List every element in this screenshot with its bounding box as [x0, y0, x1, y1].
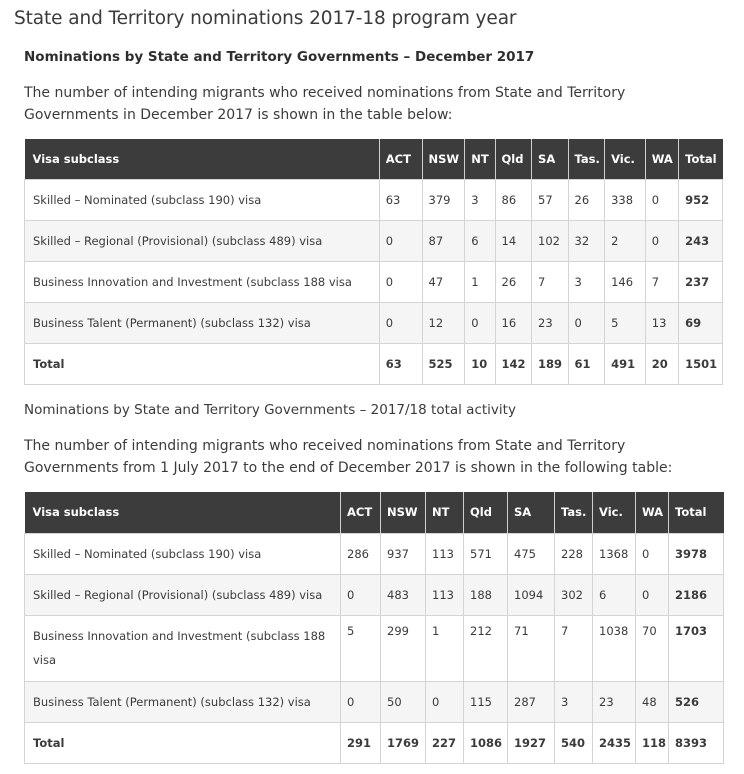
wa-cell: 118 [636, 722, 669, 763]
total-cell: 1703 [669, 615, 724, 681]
nt-cell: 0 [465, 302, 495, 343]
column-header-act: ACT [341, 492, 381, 533]
act-cell: 63 [379, 179, 422, 220]
sa-cell: 57 [532, 179, 569, 220]
table-row [25, 681, 724, 722]
column-header-sa: SA [508, 492, 555, 533]
nominations-table-december [24, 139, 723, 385]
qld-cell: 188 [464, 574, 508, 615]
wa-cell: 0 [645, 179, 678, 220]
qld-cell: 115 [464, 681, 508, 722]
intro-paragraph-total-activity: The number of intending migrants who received nominations from State and Territory Governments from 1 July 2017 to the end of December 2017 is shown in the following table: [24, 438, 673, 476]
column-header-wa: WA [636, 492, 669, 533]
column-header-nt: NT [426, 492, 464, 533]
section-heading-december: Nominations by State and Territory Governments – December 2017 [24, 49, 535, 65]
sa-cell: 23 [532, 302, 569, 343]
tas-cell: 7 [555, 615, 593, 681]
wa-cell: 0 [645, 220, 678, 261]
sa-cell: 189 [532, 343, 569, 384]
vic-cell: 23 [593, 681, 636, 722]
visa-subclass-cell: Skilled – Nominated (subclass 190) visa [25, 179, 380, 220]
nt-cell: 113 [426, 533, 464, 574]
visa-subclass-cell: Skilled – Regional (Provisional) (subclass 489) visa [25, 574, 341, 615]
nt-cell: 10 [465, 343, 495, 384]
section-heading-total-activity: Nominations by State and Territory Governments – 2017/18 total activity [24, 402, 516, 418]
total-cell: 1501 [679, 343, 723, 384]
nsw-cell: 1769 [381, 722, 426, 763]
table-row [25, 533, 724, 574]
visa-subclass-cell: Skilled – Regional (Provisional) (subclass 489) visa [25, 220, 380, 261]
sa-cell: 287 [508, 681, 555, 722]
nsw-cell: 47 [422, 261, 465, 302]
tas-cell: 228 [555, 533, 593, 574]
vic-cell: 5 [605, 302, 646, 343]
column-header-vic: Vic. [605, 139, 646, 179]
nt-cell: 3 [465, 179, 495, 220]
visa-subclass-cell: Total [25, 343, 380, 384]
act-cell: 0 [341, 574, 381, 615]
nsw-cell: 12 [422, 302, 465, 343]
total-cell: 2186 [669, 574, 724, 615]
column-header-sa: SA [532, 139, 569, 179]
intro-paragraph-december: The number of intending migrants who received nominations from State and Territory Governments in December 2017 is shown in the table below: [24, 85, 626, 123]
table-row [25, 574, 724, 615]
tas-cell: 540 [555, 722, 593, 763]
act-cell: 63 [379, 343, 422, 384]
qld-cell: 571 [464, 533, 508, 574]
sa-cell: 71 [508, 615, 555, 681]
sa-cell: 475 [508, 533, 555, 574]
wa-cell: 13 [645, 302, 678, 343]
vic-cell: 2435 [593, 722, 636, 763]
qld-cell: 142 [495, 343, 532, 384]
nt-cell: 227 [426, 722, 464, 763]
visa-subclass-cell: Total [25, 722, 341, 763]
nsw-cell: 50 [381, 681, 426, 722]
wa-cell: 0 [636, 533, 669, 574]
qld-cell: 212 [464, 615, 508, 681]
nt-cell: 1 [426, 615, 464, 681]
total-cell: 237 [679, 261, 723, 302]
sa-cell: 1094 [508, 574, 555, 615]
act-cell: 0 [379, 220, 422, 261]
page-title: State and Territory nominations 2017-18 program year [14, 8, 517, 29]
table-row [25, 179, 723, 220]
tas-cell: 61 [568, 343, 605, 384]
nsw-cell: 299 [381, 615, 426, 681]
visa-subclass-cell: Business Innovation and Investment (subclass 188 visa [25, 261, 380, 302]
tas-cell: 302 [555, 574, 593, 615]
table-row [25, 615, 724, 681]
tas-cell: 32 [568, 220, 605, 261]
vic-cell: 1038 [593, 615, 636, 681]
act-cell: 0 [379, 261, 422, 302]
table-header-row [25, 492, 724, 533]
act-cell: 0 [379, 302, 422, 343]
table-header-row [25, 139, 723, 179]
vic-cell: 1368 [593, 533, 636, 574]
column-header-tas: Tas. [568, 139, 605, 179]
act-cell: 5 [341, 615, 381, 681]
total-cell: 243 [679, 220, 723, 261]
qld-cell: 26 [495, 261, 532, 302]
nsw-cell: 87 [422, 220, 465, 261]
column-header-visa-subclass: Visa subclass [25, 492, 341, 533]
vic-cell: 2 [605, 220, 646, 261]
qld-cell: 86 [495, 179, 532, 220]
visa-subclass-cell: Business Talent (Permanent) (subclass 132) visa [25, 681, 341, 722]
nt-cell: 6 [465, 220, 495, 261]
act-cell: 291 [341, 722, 381, 763]
vic-cell: 146 [605, 261, 646, 302]
column-header-tas: Tas. [555, 492, 593, 533]
visa-subclass-cell: Business Talent (Permanent) (subclass 132) visa [25, 302, 380, 343]
column-header-qld: Qld [495, 139, 532, 179]
qld-cell: 1086 [464, 722, 508, 763]
total-cell: 526 [669, 681, 724, 722]
nt-cell: 113 [426, 574, 464, 615]
vic-cell: 338 [605, 179, 646, 220]
nsw-cell: 483 [381, 574, 426, 615]
total-cell: 8393 [669, 722, 724, 763]
wa-cell: 7 [645, 261, 678, 302]
tas-cell: 26 [568, 179, 605, 220]
column-header-nsw: NSW [381, 492, 426, 533]
wa-cell: 48 [636, 681, 669, 722]
tas-cell: 3 [568, 261, 605, 302]
column-header-act: ACT [379, 139, 422, 179]
table-total-row [25, 343, 723, 384]
vic-cell: 491 [605, 343, 646, 384]
nt-cell: 1 [465, 261, 495, 302]
table-total-row [25, 722, 724, 763]
sa-cell: 1927 [508, 722, 555, 763]
visa-subclass-cell: Business Innovation and Investment (subclass 188 visa [25, 615, 341, 681]
total-cell: 69 [679, 302, 723, 343]
wa-cell: 70 [636, 615, 669, 681]
table-row [25, 302, 723, 343]
sa-cell: 102 [532, 220, 569, 261]
table-row [25, 220, 723, 261]
wa-cell: 0 [636, 574, 669, 615]
column-header-wa: WA [645, 139, 678, 179]
column-header-qld: Qld [464, 492, 508, 533]
column-header-vic: Vic. [593, 492, 636, 533]
nominations-table-total-activity [24, 492, 724, 764]
total-cell: 952 [679, 179, 723, 220]
column-header-total: Total [679, 139, 723, 179]
total-cell: 3978 [669, 533, 724, 574]
tas-cell: 0 [568, 302, 605, 343]
nt-cell: 0 [426, 681, 464, 722]
column-header-nt: NT [465, 139, 495, 179]
qld-cell: 14 [495, 220, 532, 261]
nsw-cell: 525 [422, 343, 465, 384]
tas-cell: 3 [555, 681, 593, 722]
vic-cell: 6 [593, 574, 636, 615]
wa-cell: 20 [645, 343, 678, 384]
visa-subclass-cell: Skilled – Nominated (subclass 190) visa [25, 533, 341, 574]
column-header-total: Total [669, 492, 724, 533]
column-header-visa-subclass: Visa subclass [25, 139, 380, 179]
sa-cell: 7 [532, 261, 569, 302]
nsw-cell: 937 [381, 533, 426, 574]
qld-cell: 16 [495, 302, 532, 343]
nsw-cell: 379 [422, 179, 465, 220]
act-cell: 0 [341, 681, 381, 722]
act-cell: 286 [341, 533, 381, 574]
table-row [25, 261, 723, 302]
column-header-nsw: NSW [422, 139, 465, 179]
